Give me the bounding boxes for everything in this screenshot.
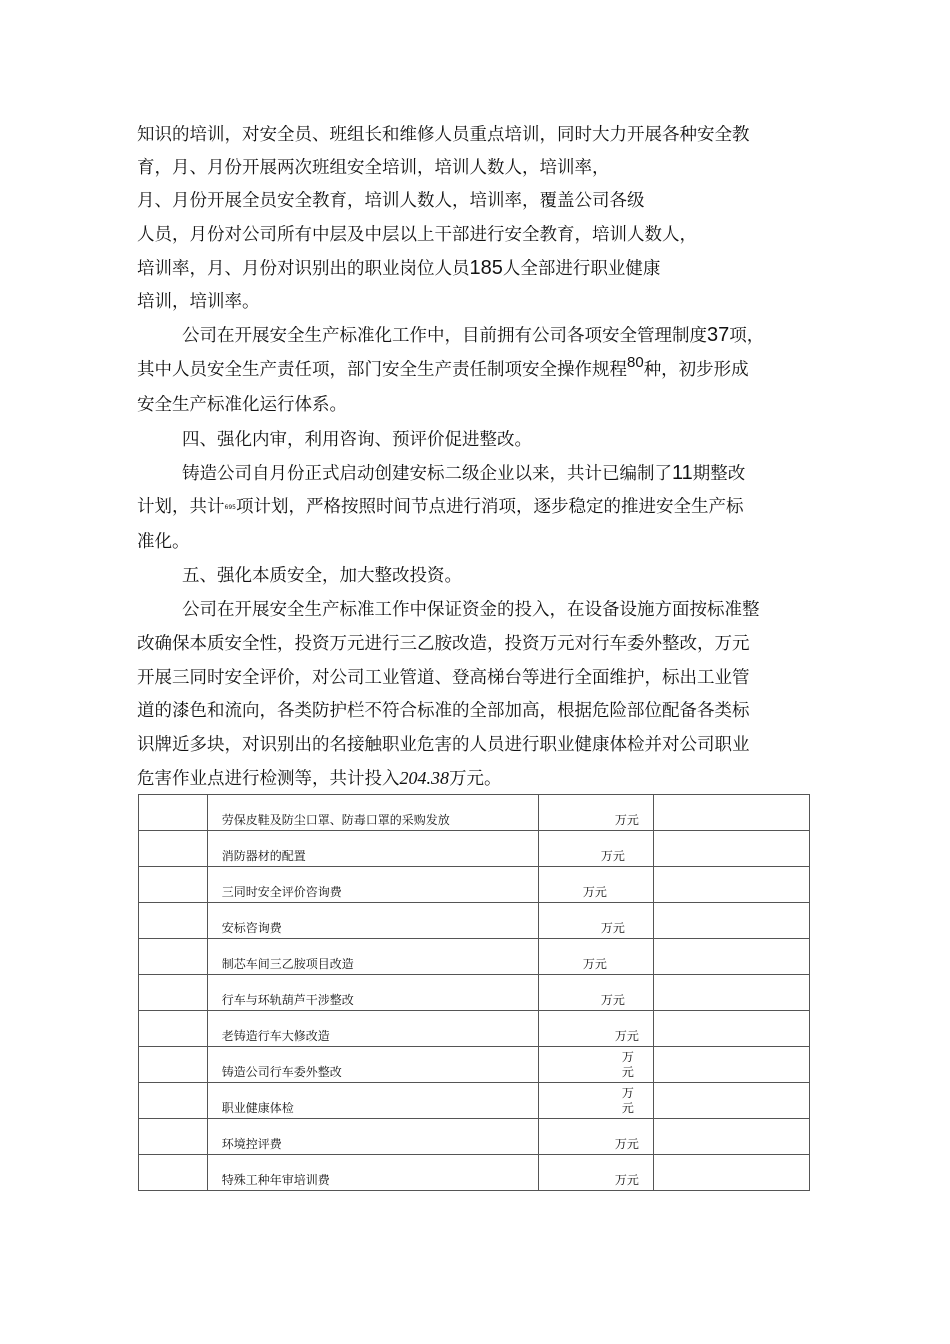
table-cell — [139, 795, 208, 831]
text-line — [182, 598, 760, 622]
unit-label: 万元 — [621, 1086, 634, 1115]
text: 公司在开展安全生产标准化工作中，目前拥有公司各项安全管理制度 — [182, 326, 707, 346]
table-cell — [654, 795, 810, 831]
text: 培训，培训率。 — [137, 292, 260, 312]
text: 其中人员安全生产责任项，部门安全生产责任制项安全操作规程 — [137, 360, 627, 380]
unit-label: 万元 — [614, 1137, 639, 1151]
unit-cell — [538, 795, 653, 831]
text-line — [137, 666, 750, 690]
text: 安全生产标准化运行体系。 — [137, 395, 347, 415]
table-cell — [654, 903, 810, 939]
table-cell — [654, 1047, 810, 1083]
text: 五、强化本质安全，加大整改投资。 — [182, 566, 462, 586]
table-row — [139, 1083, 810, 1119]
unit-label: 万元 — [621, 1050, 634, 1079]
text: 准化。 — [137, 532, 190, 552]
unit-cell — [538, 1155, 653, 1191]
text-line — [137, 766, 502, 791]
text: 识牌近多块，对识别出的名接触职业危害的人员进行职业健康体检并对公司职业 — [137, 735, 750, 755]
table-cell — [139, 831, 208, 867]
text-line — [137, 189, 645, 213]
table-cell — [139, 1119, 208, 1155]
text-line — [137, 495, 743, 523]
table-row — [139, 831, 810, 867]
item-cell: 特殊工种年审培训费 — [207, 1155, 538, 1191]
text: 改确保本质安全性，投资万元进行三乙胺改造，投资万元对行车委外整改，万元 — [137, 634, 750, 654]
table-cell — [139, 903, 208, 939]
text-line — [137, 123, 750, 147]
text: 种，初步形成 — [643, 360, 749, 380]
text-line — [137, 290, 260, 314]
unit-cell — [538, 1083, 653, 1119]
unit-label: 万元 — [582, 957, 607, 971]
item-cell: 环境控评费 — [207, 1119, 538, 1155]
unit-label: 万元 — [600, 993, 625, 1007]
text: 知识的培训，对安全员、班组长和维修人员重点培训，同时大力开展各种安全教 — [137, 125, 750, 145]
table-row — [139, 939, 810, 975]
table-row — [139, 867, 810, 903]
unit-label: 万元 — [614, 1029, 639, 1043]
text: 计划，共计 — [137, 497, 225, 517]
unit-cell — [538, 1119, 653, 1155]
table-row — [139, 1155, 810, 1191]
text: 人全部进行职业健康 — [502, 259, 661, 279]
unit-cell — [538, 867, 653, 903]
item-cell: 铸造公司行车委外整改 — [207, 1047, 538, 1083]
text: 道的漆色和流向，各类防护栏不符合标准的全部加高，根据危险部位配备各类标 — [137, 701, 750, 721]
table-cell — [654, 831, 810, 867]
unit-label: 万元 — [582, 885, 607, 899]
table-row — [139, 1047, 810, 1083]
text-line — [137, 393, 347, 417]
item-cell: 安标咨询费 — [207, 903, 538, 939]
table-cell — [139, 1155, 208, 1191]
text: 项， — [729, 326, 765, 346]
text: 铸造公司自月份正式启动创建安标二级企业以来，共计已编制了 — [182, 464, 672, 484]
text-line — [137, 256, 660, 281]
item-cell: 行车与环轨葫芦干涉整改 — [207, 975, 538, 1011]
table-row — [139, 903, 810, 939]
table-cell — [139, 1083, 208, 1119]
text: 四、强化内审，利用咨询、预评价促进整改。 — [182, 430, 532, 450]
table-row — [139, 975, 810, 1011]
text-line — [137, 354, 749, 383]
item-cell: 消防器材的配置 — [207, 831, 538, 867]
item-cell: 职业健康体检 — [207, 1083, 538, 1119]
unit-label: 万元 — [614, 1173, 639, 1187]
text: 危害作业点进行检测等，共计投入 — [137, 769, 400, 789]
table-row — [139, 1011, 810, 1047]
text: 期整改 — [692, 464, 746, 484]
number: 695 — [224, 504, 236, 511]
text: 项计划，严格按照时间节点进行消项，逐步稳定的推进安全生产标 — [235, 497, 744, 517]
text-line — [137, 699, 750, 723]
table-cell — [654, 1011, 810, 1047]
table-cell — [139, 939, 208, 975]
table-cell — [654, 1083, 810, 1119]
section-heading — [182, 564, 462, 588]
item-cell: 老铸造行车大修改造 — [207, 1011, 538, 1047]
unit-label: 万元 — [600, 849, 625, 863]
unit-cell — [538, 975, 653, 1011]
number: 11 — [672, 462, 693, 484]
table-cell — [139, 1047, 208, 1083]
text: 开展三同时安全评价，对公司工业管道、登高梯台等进行全面维护，标出工业管 — [137, 668, 750, 688]
table-cell — [654, 975, 810, 1011]
text-line — [182, 461, 745, 486]
text: 人员，月份对公司所有中层及中层以上干部进行安全教育，培训人数人， — [137, 225, 697, 245]
table-row — [139, 795, 810, 831]
text-line — [182, 323, 764, 348]
item-cell: 三同时安全评价咨询费 — [207, 867, 538, 903]
text-line — [137, 223, 697, 247]
unit-cell — [538, 1011, 653, 1047]
text-line — [137, 530, 190, 554]
text: 万元。 — [449, 769, 502, 789]
table-cell — [139, 1011, 208, 1047]
number: 204.38 — [399, 768, 449, 788]
table-cell — [654, 1119, 810, 1155]
item-cell: 制芯车间三乙胺项目改造 — [207, 939, 538, 975]
text: 公司在开展安全生产标准工作中保证资金的投入，在设备设施方面按标准整 — [182, 600, 760, 620]
text-line — [137, 156, 610, 180]
number: 185 — [469, 257, 503, 279]
table-cell — [654, 867, 810, 903]
unit-cell — [538, 1047, 653, 1083]
section-heading — [182, 428, 532, 452]
table-row — [139, 1119, 810, 1155]
text-line — [137, 733, 750, 757]
item-cell: 劳保皮鞋及防尘口罩、防毒口罩的采购发放 — [207, 795, 538, 831]
text: 月、月份开展全员安全教育，培训人数人，培训率，覆盖公司各级 — [137, 191, 645, 211]
unit-label: 万元 — [600, 921, 625, 935]
unit-cell — [538, 903, 653, 939]
unit-cell — [538, 939, 653, 975]
text-line — [137, 632, 750, 656]
number: 37 — [707, 324, 730, 346]
text: 育，月、月份开展两次班组安全培训，培训人数人，培训率， — [137, 158, 610, 178]
table-cell — [654, 939, 810, 975]
investment-table — [138, 794, 810, 1191]
text: 培训率，月、月份对识别出的职业岗位人员 — [137, 259, 470, 279]
table-cell — [139, 867, 208, 903]
table-cell — [654, 1155, 810, 1191]
unit-label: 万元 — [614, 813, 639, 827]
unit-cell — [538, 831, 653, 867]
number: 80 — [627, 354, 644, 371]
table-cell — [139, 975, 208, 1011]
